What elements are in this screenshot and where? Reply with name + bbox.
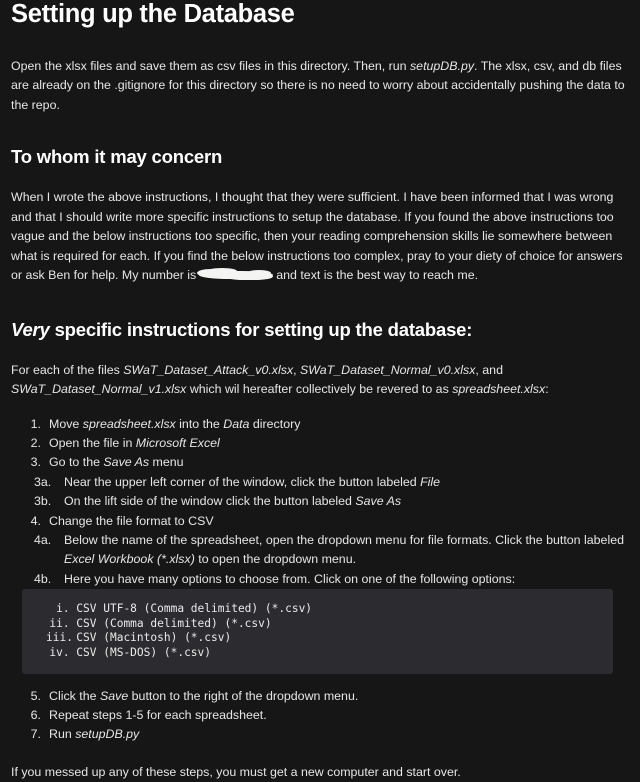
- instruction-step: [11, 512, 629, 590]
- csv-format-option: [22, 617, 613, 632]
- step-text: Below the name of the spreadsheet, open the dropdown menu for file formats. Click the button labeled: [64, 532, 624, 547]
- step-text: Change the file format to CSV: [49, 513, 214, 528]
- content-wrapper-lower: [0, 674, 640, 782]
- instruction-step: [11, 453, 629, 511]
- section-heading-concern: To whom it may concern: [11, 146, 223, 167]
- concern-paragraph: [11, 188, 629, 286]
- step-body: [49, 455, 184, 469]
- substep-body: [64, 475, 440, 489]
- step-text: menu: [149, 455, 184, 470]
- emphasized-text: Save: [99, 688, 129, 703]
- substep-marker: 3b.: [34, 494, 52, 509]
- lead-in-separator-2: , and: [475, 362, 503, 377]
- intro-text-part-2: . The xlsx, csv, and db files are already on the .gitignore for this directory so there is no need to worry about accidentally pushing the data to the repo.: [11, 58, 625, 112]
- step-marker: 6.: [30, 707, 41, 722]
- option-numeral: ii.: [49, 616, 70, 630]
- step-body: [49, 417, 300, 431]
- step-marker: 2.: [30, 435, 41, 450]
- spacer: [11, 28, 629, 57]
- page-title: Setting up the Database: [11, 0, 295, 28]
- step-marker: 1.: [30, 416, 41, 431]
- closing-paragraph: If you messed up any of these steps, you must get a new computer and start over.: [11, 764, 461, 779]
- option-label: CSV (Comma delimited) (*.csv): [69, 616, 272, 630]
- instruction-step: [11, 706, 629, 725]
- step-text: Here you have many options to choose from. Click on one of the following options:: [64, 571, 516, 586]
- emphasized-text: setupDB.py: [75, 727, 140, 742]
- instruction-step: [11, 434, 629, 453]
- instruction-substep: [34, 531, 629, 570]
- concern-text-before-redaction: When I wrote the above instructions, I thought that they were sufficient. I have been informed that I was wrong and that I should write more specific instructions to setup the database. If you found the above instructions too vague and the below instructions too specific, then your reading comprehension skills lie somewhere between what is required for each. If you find the below instructions too complex, pray to your diety of choice for answers or ask Ben for help. My number is: [11, 190, 623, 282]
- option-label: CSV (MS-DOS) (*.csv): [69, 645, 212, 659]
- file-name-normal-v1: SWaT_Dataset_Normal_v1.xlsx: [11, 382, 187, 396]
- spacer: [11, 400, 629, 415]
- step-text: Move: [49, 416, 83, 431]
- redacted-phone-number: [197, 268, 275, 281]
- spacer: [11, 745, 629, 763]
- concern-text-after-redaction: and text is the best way to reach me.: [276, 268, 479, 282]
- step-body: [49, 689, 358, 703]
- lead-in-part-1: For each of the files: [11, 362, 124, 377]
- csv-format-options-code-block: [22, 589, 613, 673]
- lead-in-part-2: which wil hereafter collectively be revered to as: [186, 382, 453, 396]
- step-body: [49, 436, 220, 450]
- csv-format-option: [22, 646, 613, 661]
- substep-body: [64, 572, 515, 586]
- heading-emphasis-word: Very: [11, 318, 50, 340]
- option-numeral: iv.: [49, 645, 70, 659]
- step-text: Near the upper left corner of the window, click the button labeled: [64, 474, 421, 489]
- substep-marker: 4a.: [34, 532, 52, 547]
- substep-marker: 3a.: [34, 474, 52, 489]
- heading-rest: specific instructions for setting up the database:: [49, 318, 473, 340]
- instructions-lead-in: [11, 361, 629, 400]
- instruction-steps-list: [11, 415, 629, 590]
- intro-text-part-1: Open the xlsx files and save them as csv files in this directory. Then, run: [11, 58, 410, 73]
- spacer: [11, 115, 629, 146]
- option-label: CSV (Macintosh) (*.csv): [69, 631, 232, 645]
- step-text: Repeat steps 1-5 for each spreadsheet.: [49, 707, 267, 722]
- instruction-substep: [34, 492, 629, 511]
- step-text: button to the right of the dropdown menu.: [128, 688, 359, 703]
- step-text: On the lift side of the window click the button labeled: [64, 494, 356, 509]
- substep-body: [64, 494, 401, 508]
- step-marker: 4.: [30, 513, 41, 528]
- lead-in-part-3: :: [545, 382, 549, 396]
- step-marker: 3.: [30, 455, 41, 470]
- step-marker: 7.: [30, 727, 41, 742]
- intro-script-name: setupDB.py: [409, 58, 475, 73]
- instruction-substep: [34, 570, 629, 589]
- step-text: into the: [175, 416, 224, 431]
- spacer: [11, 286, 629, 319]
- spacer: [11, 674, 629, 687]
- step-body: [49, 514, 214, 528]
- csv-format-option: [22, 602, 613, 617]
- file-name-normal-v0: SWaT_Dataset_Normal_v0.xlsx: [300, 362, 476, 377]
- step-text: Run: [49, 727, 76, 742]
- step-text: Click the: [49, 688, 100, 703]
- instruction-steps-list-continued: [11, 687, 629, 745]
- option-numeral: i.: [56, 602, 70, 616]
- intro-paragraph: [11, 57, 629, 116]
- step-text: Open the file in: [49, 435, 136, 450]
- csv-format-option: [22, 631, 613, 646]
- instruction-step: [11, 725, 629, 744]
- step-body: [49, 727, 139, 741]
- step-text: Go to the: [49, 455, 104, 470]
- file-alias-spreadsheet: spreadsheet.xlsx: [452, 382, 546, 396]
- emphasized-text: Microsoft Excel: [135, 435, 220, 450]
- emphasized-text: Save As: [355, 494, 402, 509]
- instruction-substep: [34, 473, 629, 492]
- emphasized-text: Save As: [103, 455, 150, 470]
- option-numeral: iii.: [46, 631, 73, 645]
- emphasized-text: spreadsheet.xlsx: [82, 416, 176, 431]
- substep-body: [64, 533, 624, 566]
- instruction-step: [11, 687, 629, 706]
- spacer: [11, 168, 629, 188]
- emphasized-text: Excel Workbook (*.xlsx): [64, 552, 195, 567]
- file-name-attack-v0: SWaT_Dataset_Attack_v0.xlsx: [123, 362, 294, 377]
- spacer: [11, 341, 629, 361]
- option-label: CSV UTF-8 (Comma delimited) (*.csv): [69, 602, 313, 616]
- step-body: [49, 708, 267, 722]
- step-text: to open the dropdown menu.: [194, 552, 357, 567]
- substep-marker: 4b.: [34, 571, 52, 586]
- step-marker: 5.: [30, 688, 41, 703]
- instruction-step: [11, 415, 629, 434]
- emphasized-text: File: [420, 474, 441, 489]
- step-text: directory: [249, 416, 301, 431]
- section-heading-instructions: [11, 319, 629, 341]
- lead-in-separator-1: ,: [293, 362, 301, 377]
- emphasized-text: Data: [223, 416, 250, 431]
